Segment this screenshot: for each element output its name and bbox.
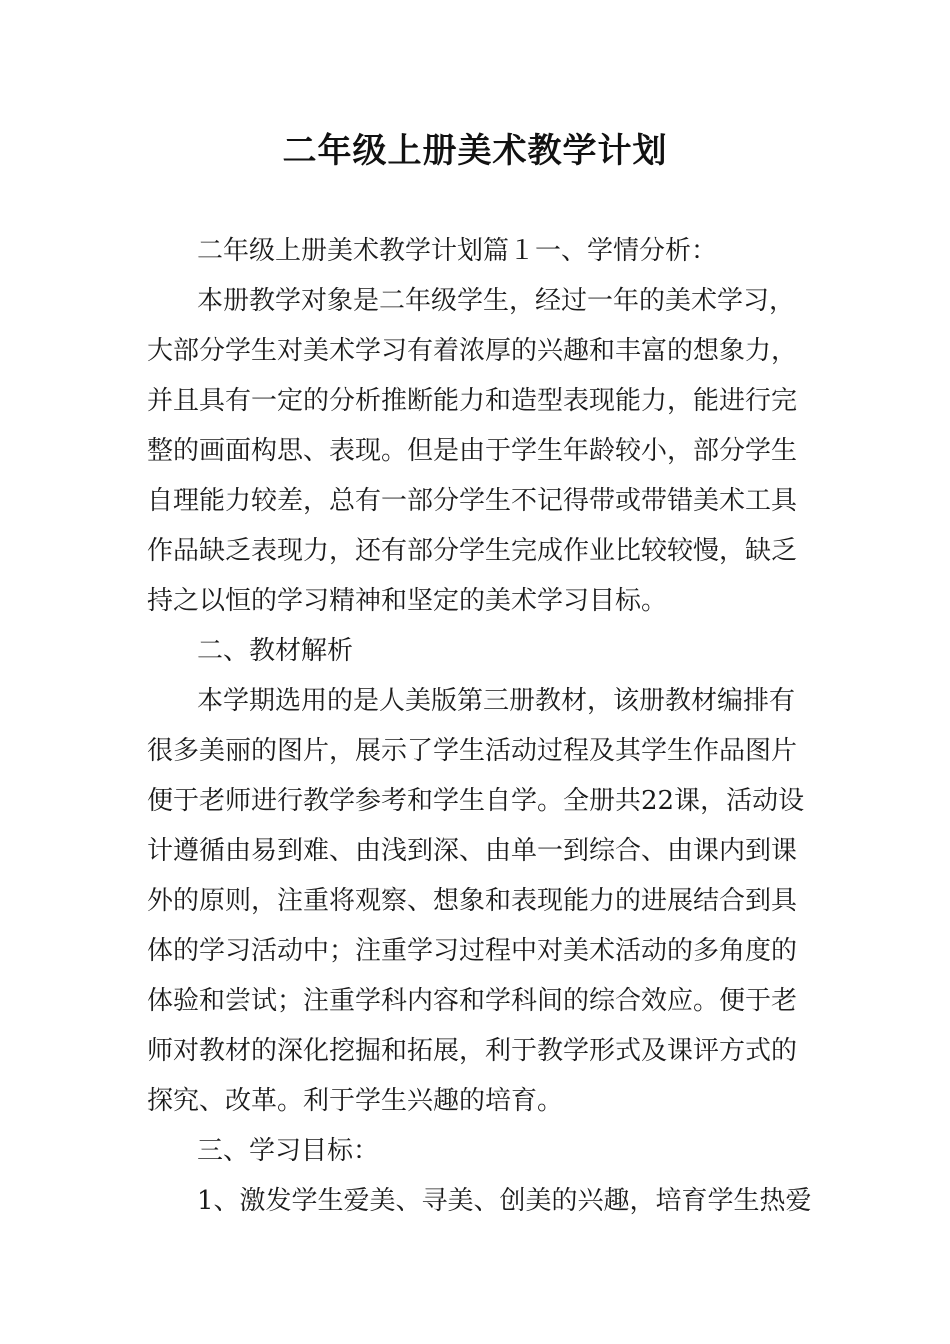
paragraph-line: 体验和尝试；注重学科内容和学科间的综合效应。便于老 <box>147 986 798 1016</box>
paragraph-line: 持之以恒的学习精神和坚定的美术学习目标。 <box>147 586 668 616</box>
paragraph-line: 二年级上册美术教学计划篇１一、学情分析： <box>197 236 718 266</box>
paragraph-line: 计遵循由易到难、由浅到深、由单一到综合、由课内到课 <box>147 836 798 866</box>
section-heading: 三、学习目标： <box>197 1136 380 1166</box>
section-heading: 二、教材解析 <box>197 636 354 666</box>
paragraph-line: 很多美丽的图片，展示了学生活动过程及其学生作品图片 <box>147 736 798 766</box>
paragraph-line: 并且具有一定的分析推断能力和造型表现能力，能进行完 <box>147 386 798 416</box>
paragraph-line: 本册教学对象是二年级学生，经过一年的美术学习， <box>197 286 796 316</box>
paragraph-line: 整的画面构思、表现。但是由于学生年龄较小，部分学生 <box>147 436 798 466</box>
paragraph-line: 体的学习活动中；注重学习过程中对美术活动的多角度的 <box>147 936 798 966</box>
paragraph-line: 师对教材的深化挖掘和拓展，利于教学形式及课评方式的 <box>147 1036 798 1066</box>
paragraph-line: 便于老师进行教学参考和学生自学。全册共22课，活动设 <box>147 786 805 816</box>
document-title: 二年级上册美术教学计划 <box>282 131 668 171</box>
paragraph-line: 大部分学生对美术学习有着浓厚的兴趣和丰富的想象力， <box>147 336 798 366</box>
paragraph-line: 外的原则，注重将观察、想象和表现能力的进展结合到具 <box>147 886 798 916</box>
paragraph-line: 作品缺乏表现力，还有部分学生完成作业比较较慢，缺乏 <box>147 536 798 566</box>
paragraph-line: 探究、改革。利于学生兴趣的培育。 <box>147 1086 564 1116</box>
paragraph-line: 1、激发学生爱美、寻美、创美的兴趣，培育学生热爱 <box>197 1186 812 1216</box>
document-body <box>147 226 812 1226</box>
paragraph-line: 本学期选用的是人美版第三册教材，该册教材编排有 <box>197 686 796 716</box>
paragraph-line: 自理能力较差，总有一部分学生不记得带或带错美术工具 <box>147 486 798 516</box>
